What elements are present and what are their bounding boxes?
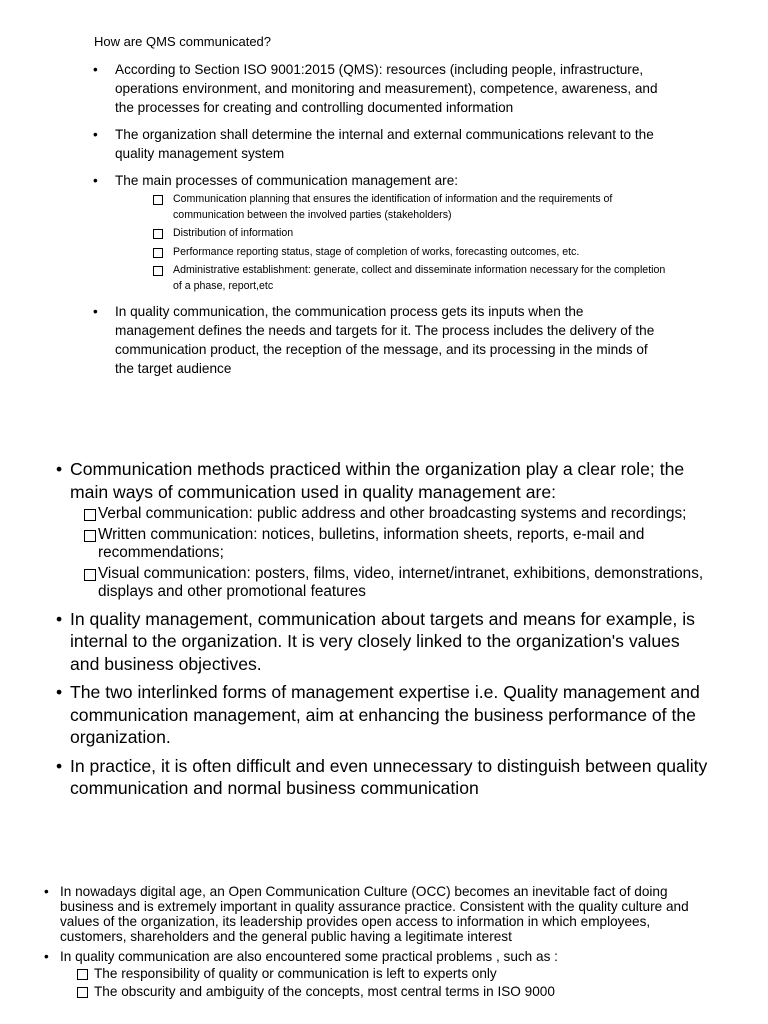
sub-item: Administrative establishment: generate, collect and disseminate information necessary for the completion of a phase, report,etc xyxy=(173,263,673,294)
bullet-item xyxy=(115,60,665,117)
sub-list xyxy=(94,966,700,1000)
bullet-item xyxy=(70,608,710,676)
bullet-text: In nowadays digital age, an Open Communication Culture (OCC) becomes an inevitable fact of doing business and is extremely important in quality assurance practice. Consistent with the quality culture and values of the organization, its leadership provides open access to information in which employees, customers, shareholders and the general public having a legitimate interest xyxy=(60,884,689,944)
sub-item: Communication planning that ensures the identification of information and the requirements of communication between the involved parties (stakeholders) xyxy=(173,192,673,223)
bullet-text: In practice, it is often difficult and even unnecessary to distinguish between quality communication and normal business communication xyxy=(70,755,708,798)
bullet-text: According to Section ISO 9001:2015 (QMS): resources (including people, infrastructure, operations environment, and monitoring and measurement), competence, awareness, and the processes for creating and controlling documented information xyxy=(115,62,658,115)
bullet-list xyxy=(115,60,665,386)
bullet-text: In quality management, communication about targets and means for example, is internal to the organization. It is very closely linked to the organization's values and business objectives. xyxy=(70,608,695,674)
bullet-text: The organization shall determine the internal and external communications relevant to the quality management system xyxy=(115,127,654,161)
bullet-text: The two interlinked forms of management expertise i.e. Quality management and communication management, aim at enhancing the business performance of the organization. xyxy=(70,682,700,747)
sub-item: Performance reporting status, stage of completion of works, forecasting outcomes, etc. xyxy=(173,245,673,261)
bullet-item xyxy=(60,884,700,944)
bullet-item xyxy=(70,755,710,800)
slide-title: How are QMS communicated? xyxy=(94,34,272,49)
sub-list xyxy=(98,505,710,602)
sub-item: Distribution of information xyxy=(173,226,673,242)
bullet-item xyxy=(60,949,700,1000)
bullet-item xyxy=(70,458,710,602)
sub-item: Visual communication: posters, films, video, internet/intranet, exhibitions, demonstrations, displays and other promotional features xyxy=(98,565,710,602)
sub-list xyxy=(173,192,673,294)
bullet-item xyxy=(70,681,710,749)
bullet-item xyxy=(115,125,665,163)
sub-item: The responsibility of quality or communication is left to experts only xyxy=(94,966,700,982)
bullet-text: In quality communication are also encountered some practical problems , such as : xyxy=(60,949,558,964)
bullet-list xyxy=(60,884,700,1005)
bullet-item xyxy=(115,302,665,378)
bullet-text: Communication methods practiced within the organization play a clear role; the main ways of communication used in quality management are: xyxy=(70,459,685,502)
bullet-text: In quality communication, the communication process gets its inputs when the management defines the needs and targets for it. The process includes the delivery of the communication product, the reception of the message, and its processing in the minds of the target audience xyxy=(115,304,655,376)
bullet-list xyxy=(70,458,710,806)
sub-item: Written communication: notices, bulletins, information sheets, reports, e-mail and recommendations; xyxy=(98,526,710,563)
sub-item: Verbal communication: public address and other broadcasting systems and recordings; xyxy=(98,505,710,524)
bullet-text: The main processes of communication management are: xyxy=(115,173,459,188)
bullet-item xyxy=(115,171,665,294)
sub-item: The obscurity and ambiguity of the concepts, most central terms in ISO 9000 xyxy=(94,984,700,1000)
